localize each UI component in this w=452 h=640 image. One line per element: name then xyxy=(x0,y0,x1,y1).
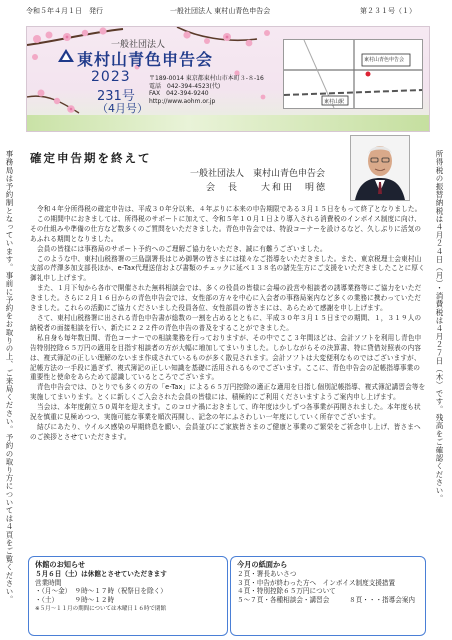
contact-url: http://www.aohm.or.jp xyxy=(149,97,216,105)
paragraph: 青色申告会では、ひとりでも多くの方の「e-Tax」による６５万円控除の適正な適用を目指し個別記帳指導、複式簿記講習会等を実施してまいります。とくに新しくご入会された会員の皆様には、積極的にご利用くださいますようご案内申し上げます。 xyxy=(30,383,426,402)
contents-title: 今月の紙面から xyxy=(237,560,288,569)
paragraph: このような中、東村山税務署の三島副署長はじめ御署の皆さまには様々なご指導をいただきました。また、東京税理士会東村山支部の芹澤多加支部長ほか、e-Tax代理送信および書類のチェックに延べ１３８名の諸先生方にご支援をいただきましたことに厚く御礼申し上げます。 xyxy=(30,254,425,283)
location-map xyxy=(283,39,423,109)
portrait-illustration xyxy=(351,136,409,200)
issue-date: 令和５年４月１日 発行 xyxy=(26,7,103,15)
contact-fax: FAX 042-394-9240 xyxy=(149,90,209,98)
paragraph: さて、東村山税務署に出される青色申告書が総数の一割を占めるとともに、平成３０年３月１５日までの期間、１，３１９人の納税者の面接相談を行い、新たに２２２件の青色申告の普及をすることができました。 xyxy=(30,313,422,332)
paragraph: また、１月下旬から各市で開催された無料相談会では、多くの役員の皆様に会場の設営や相談者の誘導業務等にご協力をいただきました。さらに２月１６日からの青色申告会では、女性部の方々を中心に入会者の事務局案内など多くの業務に携わっていただきました。これらの活動にご協力くださいました役員各位、女性部員の皆さまには、あらためて感謝を申し上げます。 xyxy=(30,284,422,313)
paragraph: この期間中におきましては、所得税のサポートに加えて、令和５年１０月１日より導入される消費税のインボイス制度に向け、その仕組みや準備の仕方など数多くのご質問をいただきました。青色申告会では、特設コーナーを設けるなど、久しぶりに活気のあふれる期間となりました。 xyxy=(30,214,422,243)
issue-year: 2023 xyxy=(91,69,131,85)
org-type-label: 一般社団法人 xyxy=(111,40,166,50)
paragraph: 私自身も毎年数日間、青色コーナーでの相談業務を行っておりますが、その中でここ３年間ほどは、会計ソフトを利用し青色申告特別控除６５万円の適用を目指す相談者の方が大幅に増加してまいりました。しかしながらその決算書、特に貸借対照表の内容は、複式簿記の正しい理解のないまま作成されているものが多く散見されます。会計ソフトは大変便利なものではございますが、記帳方法の一手段に過ぎず、複式簿記の正しい知識を基礎に活用されるものでございます。ここに、青色申告会の記帳指導事業の重要性と使命をあらためて認識しているところでございます。 xyxy=(30,333,422,382)
author-name: 会 長 大和田 明徳 xyxy=(206,183,328,193)
closure-notice-box xyxy=(28,556,228,636)
map-station-label: 東村山駅 xyxy=(324,99,345,105)
map-drawing xyxy=(284,40,422,108)
hours-saturday: ・（土） ９時〜１２時 xyxy=(35,596,115,605)
closure-notice-title: 休館のお知らせ xyxy=(35,560,86,569)
org-title: 東村山青色申告会 xyxy=(77,50,214,69)
contact-info xyxy=(149,75,264,105)
masthead-banner xyxy=(26,26,430,132)
contents-item: ５〜７頁・各種相談会・講習会 ８頁・・・指導会案内 xyxy=(237,596,416,605)
map-place-label: 東村山青色申告会 xyxy=(364,57,405,63)
paragraph: 令和４年分所得税の確定申告は、平成３０年分以来、４年ぶりに本来の申告期限である３月１５日をもって終了となりました。 xyxy=(37,205,422,213)
association-logo-icon xyxy=(57,48,75,64)
paragraph: 当会は、本年度創立５０周年を迎えます。このコロナ禍におきまして、昨年度は少しずつ各事業が再開されました。本年度も状況を慎重に見極めつつ、実施可能な事業を順次再開し、記念の年にふさわしい一年度にしていく所存でございます。 xyxy=(30,403,421,422)
business-hours-title: 営業時間 xyxy=(35,578,62,587)
contact-phone: 電話 042-394-4523(代) xyxy=(149,82,221,90)
hours-note: ※５月〜１１月の期間については木曜日１６時で閉館 xyxy=(35,605,167,612)
contents-item: ４頁・特別控除６５万円について xyxy=(237,587,336,596)
article-body xyxy=(30,205,426,443)
issue-number: 第２３１号（１） xyxy=(360,7,416,15)
contact-address: 〒189-0014 東京都東村山市本町３-８-16 xyxy=(149,75,264,82)
article-title: 確定申告期を終えて xyxy=(30,151,152,165)
paragraph: 結びにあたり、ウイルス感染の早期終息を願い、会員並びにご家族皆さまのご健康と事業のご繁栄をご祈念申し上げ、皆さまへのご挨拶とさせていただきます。 xyxy=(30,422,421,441)
contents-box xyxy=(230,556,426,636)
hours-weekday: ・（月〜金） ９時〜１７時（祝祭日を除く） xyxy=(35,587,167,596)
paragraph: 会員の皆様には事務局のサポート予約へのご理解ご協力をいただき、誠に有難うございました。 xyxy=(37,244,327,253)
contents-item: ３頁・申告が終わった方へ インボイス制度支援措置 xyxy=(237,578,396,587)
banner-green-band xyxy=(27,115,430,131)
issue-no-label: 231号 xyxy=(97,89,135,104)
contents-item: ２頁・署長あいさつ xyxy=(237,569,297,578)
header-org-name: 一般社団法人 東村山青色申告会 xyxy=(170,7,271,15)
author-portrait xyxy=(350,135,410,201)
header-strip xyxy=(0,0,452,24)
author-organization: 一般社団法人 東村山青色申告会 xyxy=(190,169,326,179)
right-vertical-notice: 所得税の振替納税は４月２４日（月）・消費税は４月２７日（木）です。残高をご確認ください。 xyxy=(435,150,444,503)
closure-date-line: ５月６日（土）は休館とさせていただきます xyxy=(35,569,167,578)
left-vertical-notice: 事務局は予約制となっています。事前に予約をお取りの上、ご来局ください。予約の取り方については４頁をご覧ください。 xyxy=(5,150,14,604)
issue-month: （4月号） xyxy=(97,102,148,115)
